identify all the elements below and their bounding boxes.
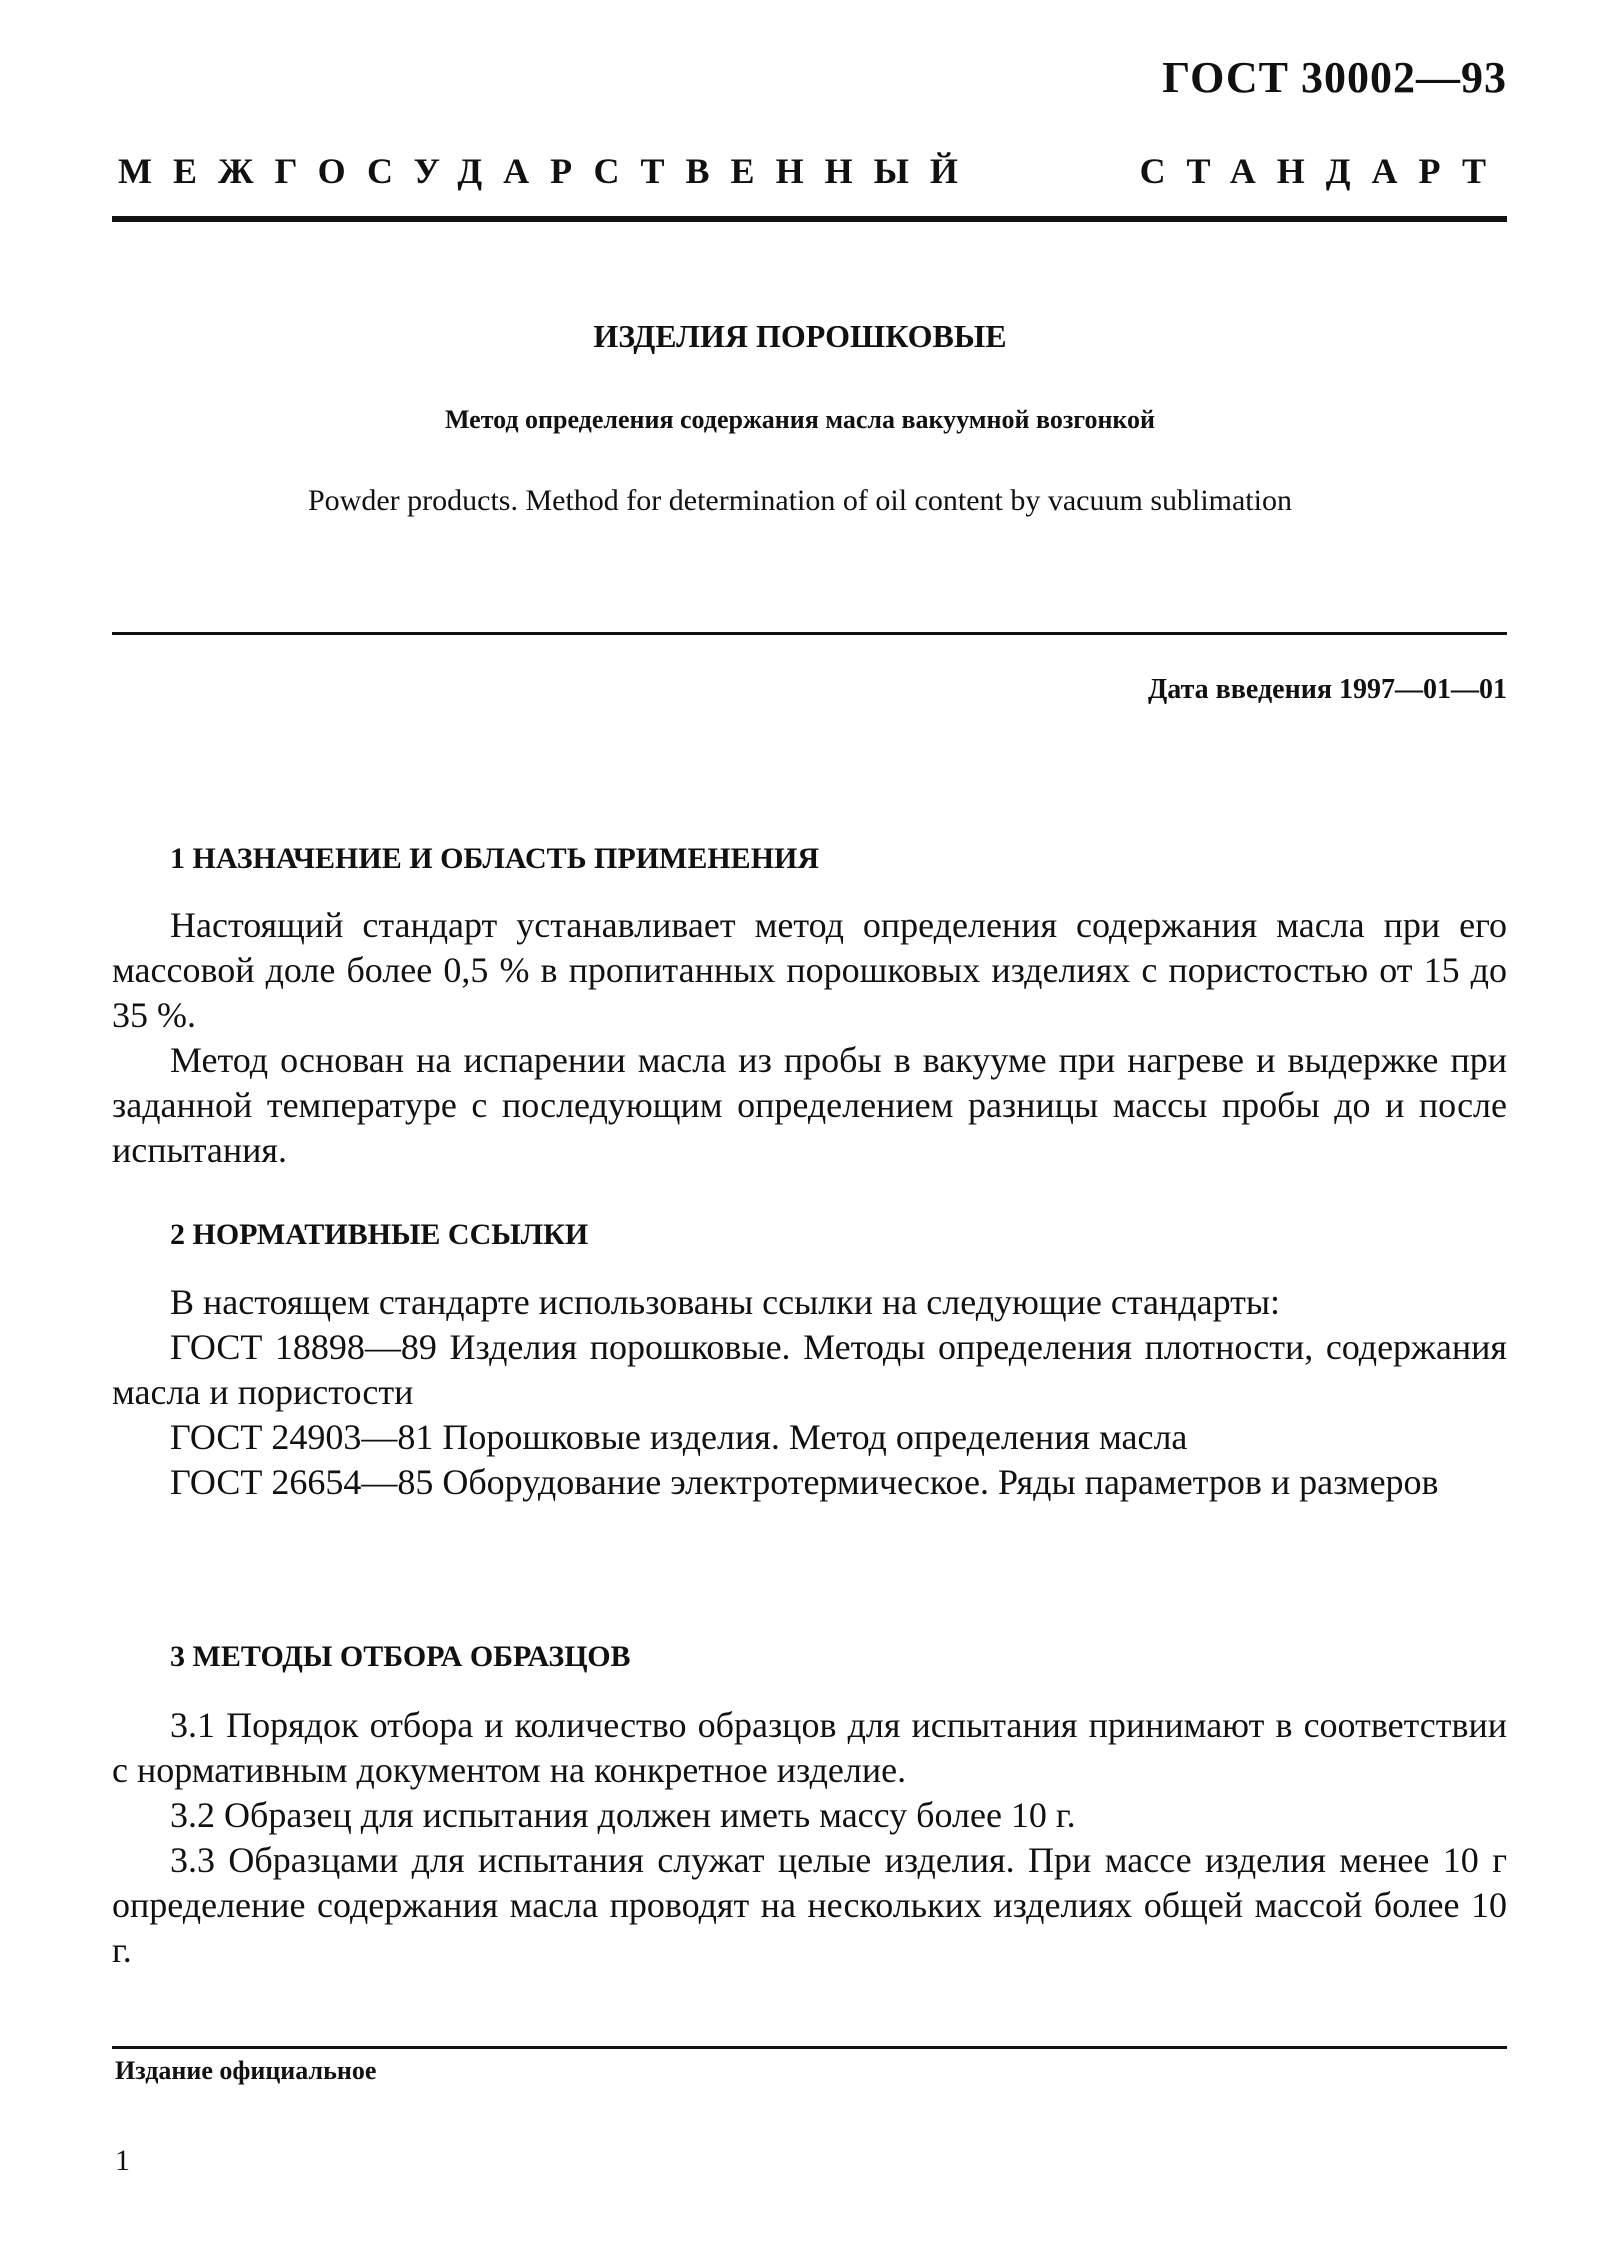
footer-divider	[112, 2046, 1507, 2049]
normative-reference-2: ГОСТ 24903—81 Порошковые изделия. Метод определения масла	[170, 1417, 1188, 1457]
banner-word-standard: СТАНДАРТ	[1139, 151, 1507, 191]
introduction-date: Дата введения 1997—01—01	[1148, 674, 1507, 705]
normative-reference-3: ГОСТ 26654—85 Оборудование электротермическое. Ряды параметров и размеров	[170, 1462, 1439, 1502]
clause-3-3: 3.3 Образцами для испытания служат целые изделия. При массе изделия менее 10 г определение содержания масла проводят на нескольких изделиях общей массой более 10 г.	[112, 1840, 1507, 1970]
section-1-body	[112, 903, 1507, 1173]
section-1-paragraph-2: Метод основан на испарении масла из пробы в вакууме при нагреве и выдержке при заданной температуре с последующим определением разницы массы пробы до и после испытания.	[112, 1040, 1507, 1170]
section-2-heading: 2 НОРМАТИВНЫЕ ССЫЛКИ	[170, 1218, 589, 1251]
section-1-heading: 1 НАЗНАЧЕНИЕ И ОБЛАСТЬ ПРИМЕНЕНИЯ	[170, 842, 820, 875]
header-divider	[112, 216, 1507, 222]
document-number: ГОСТ 30002—93	[1162, 53, 1507, 102]
clause-3-2: 3.2 Образец для испытания должен иметь массу более 10 г.	[170, 1795, 1076, 1835]
section-3-body	[112, 1703, 1507, 1973]
section-1-paragraph-1: Настоящий стандарт устанавливает метод определения содержания масла при его массовой доле более 0,5 % в пропитанных порошковых изделиях с пористостью от 15 до 35 %.	[112, 905, 1507, 1035]
clause-3-1: 3.1 Порядок отбора и количество образцов для испытания принимают в соответствии с нормативным документом на конкретное изделие.	[112, 1705, 1507, 1790]
document-subtitle-en: Powder products. Method for determination of oil content by vacuum sublimation	[308, 484, 1292, 517]
section-2-body	[112, 1280, 1507, 1505]
document-title: ИЗДЕЛИЯ ПОРОШКОВЫЕ	[593, 318, 1007, 354]
page-number: 1	[115, 2144, 130, 2177]
interstate-standard-banner	[118, 150, 1507, 192]
official-edition-label: Издание официальное	[115, 2056, 377, 2085]
banner-word-interstate: МЕЖГОСУДАРСТВЕННЫЙ	[118, 151, 979, 191]
document-subtitle-ru: Метод определения содержания масла вакуумной возгонкой	[444, 405, 1156, 434]
section-2-paragraph-1: В настоящем стандарте использованы ссылки на следующие стандарты:	[170, 1282, 1281, 1322]
title-divider	[112, 632, 1507, 635]
normative-reference-1: ГОСТ 18898—89 Изделия порошковые. Методы определения плотности, содержания масла и пористости	[112, 1327, 1507, 1412]
section-3-heading: 3 МЕТОДЫ ОТБОРА ОБРАЗЦОВ	[170, 1640, 631, 1673]
